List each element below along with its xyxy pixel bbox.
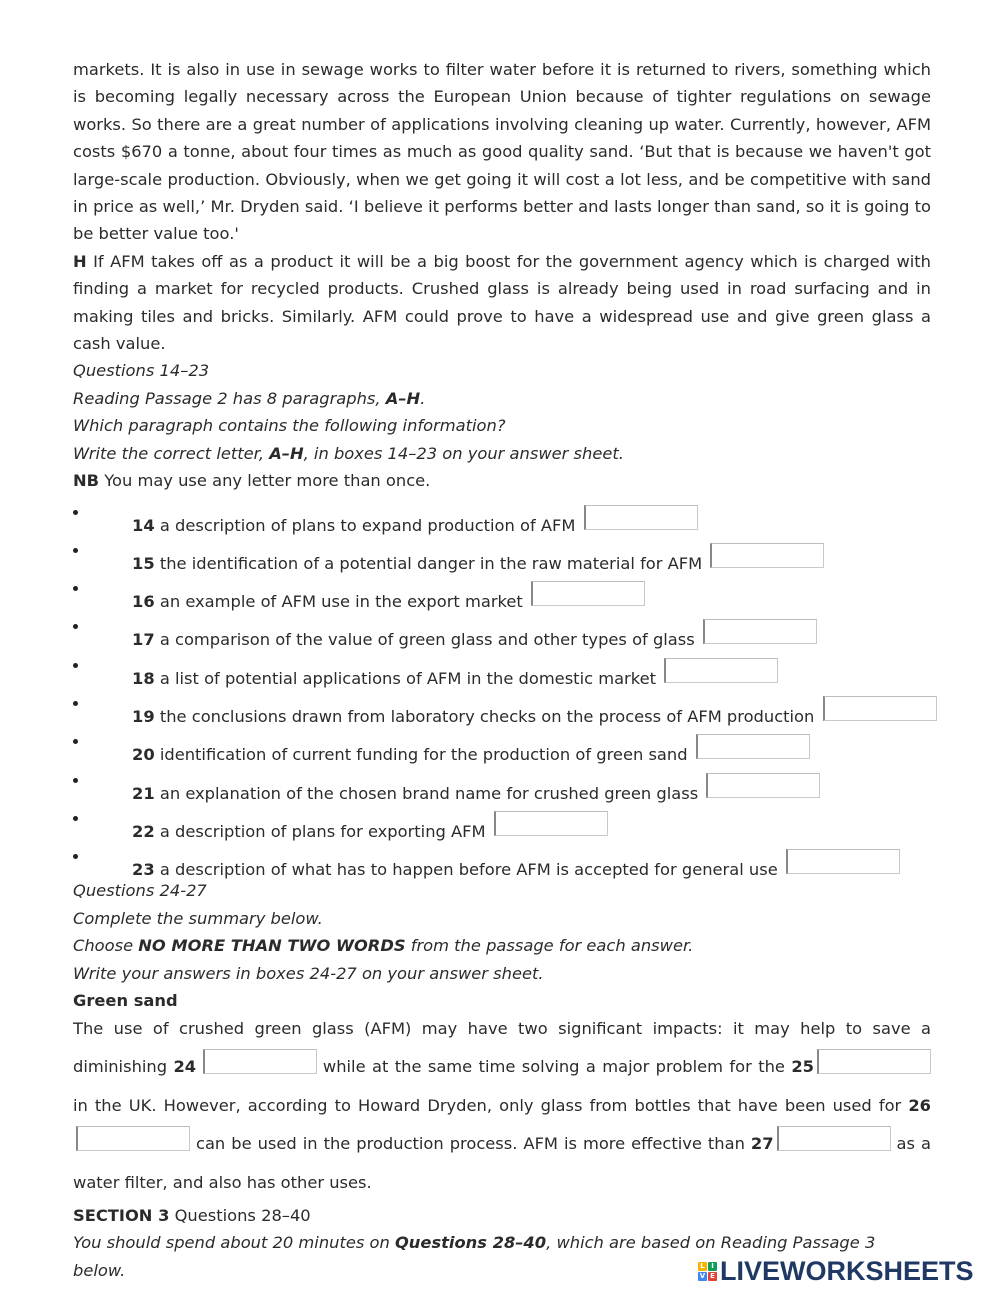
answer-box-20[interactable]: [696, 734, 810, 759]
list-item: 23 a description of what has to happen before AFM is accepted for general use: [73, 839, 931, 877]
summary-text: The use of crushed green glass (AFM) may have two significant impacts: it may help to save a diminishing 24 while at the same time solving a major problem for the 25 in the UK. However, according to Howard Dryden, only glass from bottles that have been used for 26 can be used in the production process. AFM is more effective than 27 as a water filter, and also has other uses.: [73, 1018, 931, 1192]
section-3-label: SECTION 3 Questions 28–40: [73, 1206, 311, 1225]
answer-box-21[interactable]: [706, 773, 820, 798]
paragraph-h-letter: H: [73, 251, 87, 271]
logo-square: L: [698, 1262, 707, 1271]
list-item: 22 a description of plans for exporting AFM: [73, 801, 931, 839]
summary-title: Green sand: [73, 991, 178, 1011]
list-item: 21 an explanation of the chosen brand name for crushed green glass: [73, 763, 931, 801]
answer-box-23[interactable]: [786, 849, 900, 874]
bullet-icon: [73, 816, 78, 821]
answer-box-19[interactable]: [823, 696, 937, 721]
bullet-icon: [73, 624, 78, 629]
list-item: 20 identification of current funding for the production of green sand: [73, 724, 931, 762]
answer-box-14[interactable]: [584, 505, 698, 530]
q14-23-instruction-2: Which paragraph contains the following information?: [73, 416, 506, 436]
logo-square: I: [708, 1262, 717, 1271]
nb-note: NB You may use any letter more than once.: [73, 471, 431, 491]
paragraph-h: [73, 248, 931, 358]
q24-27-instruction-3: Write your answers in boxes 24-27 on your answer sheet.: [73, 963, 544, 983]
answer-box-25[interactable]: [817, 1049, 931, 1074]
list-item: 19 the conclusions drawn from laboratory checks on the process of AFM production: [73, 686, 931, 724]
intro-paragraph: markets. It is also in use in sewage works to filter water before it is returned to rivers, something which is becoming legally necessary across the European Union because of tighter regulations on sewage works. So there are a great number of applications involving cleaning up water. Currently, however, AFM costs $670 a tonne, about four times as much as good quality sand. ‘But that is because we haven't got large-scale production. Obviously, when we get going it will cost a lot less, and be competitive with sand in price as well,’ Mr. Dryden said. ‘I believe it performs better and lasts longer than sand, so it is going to be better value too.': [73, 60, 931, 244]
section-3-instruction: You should spend about 20 minutes on Questions 28–40, which are based on Reading Passage 3 below.: [73, 1233, 876, 1280]
bullet-icon: [73, 510, 78, 515]
bullet-icon: [73, 739, 78, 744]
logo-square: V: [699, 1272, 706, 1280]
paragraph-h-text: If AFM takes off as a product it will be a big boost for the government agency which is charged with finding a market for recycled products. Crushed glass is already being used in road surfacing and in making tiles and bricks. Similarly. AFM could prove to have a widespread use and give green glass a cash value.: [73, 251, 931, 354]
q24-27-heading: Questions 24-27: [73, 881, 207, 901]
q14-23-instruction-3: Write the correct letter, A–H, in boxes 14–23 on your answer sheet.: [73, 443, 624, 463]
logo-grid-icon: [698, 1262, 717, 1281]
bullet-icon: [73, 778, 78, 783]
answer-box-26[interactable]: [76, 1126, 190, 1151]
bullet-icon: [73, 854, 78, 859]
answer-box-18[interactable]: [664, 658, 778, 683]
q14-23-instruction-1: Reading Passage 2 has 8 paragraphs, A–H.: [73, 388, 426, 408]
answer-box-17[interactable]: [703, 619, 817, 644]
answer-box-16[interactable]: [531, 581, 645, 606]
bullet-icon: [73, 586, 78, 591]
list-item: 18 a list of potential applications of AFM in the domestic market: [73, 648, 931, 686]
answer-box-27[interactable]: [777, 1126, 891, 1151]
q24-27-instruction-2: Choose NO MORE THAN TWO WORDS from the passage for each answer.: [73, 936, 694, 956]
bullet-icon: [73, 701, 78, 706]
q14-23-heading: Questions 14–23: [73, 361, 210, 381]
logo-text: LIVEWORKSHEETS: [720, 1256, 974, 1286]
bullet-icon: [73, 548, 78, 553]
answer-box-22[interactable]: [494, 811, 608, 836]
list-item: 17 a comparison of the value of green glass and other types of glass: [73, 609, 931, 647]
bullet-icon: [73, 663, 78, 668]
worksheet-page: [73, 56, 931, 1284]
logo-square: E: [708, 1272, 717, 1281]
question-list-14-23: [73, 495, 931, 878]
list-item: 16 an example of AFM use in the export market: [73, 571, 931, 609]
liveworksheets-logo: [698, 1256, 974, 1287]
answer-box-15[interactable]: [710, 543, 824, 568]
list-item: 15 the identification of a potential danger in the raw material for AFM: [73, 533, 931, 571]
q24-27-instruction-1: Complete the summary below.: [73, 908, 323, 928]
list-item: 14 a description of plans to expand production of AFM: [73, 495, 931, 533]
answer-box-24[interactable]: [203, 1049, 317, 1074]
